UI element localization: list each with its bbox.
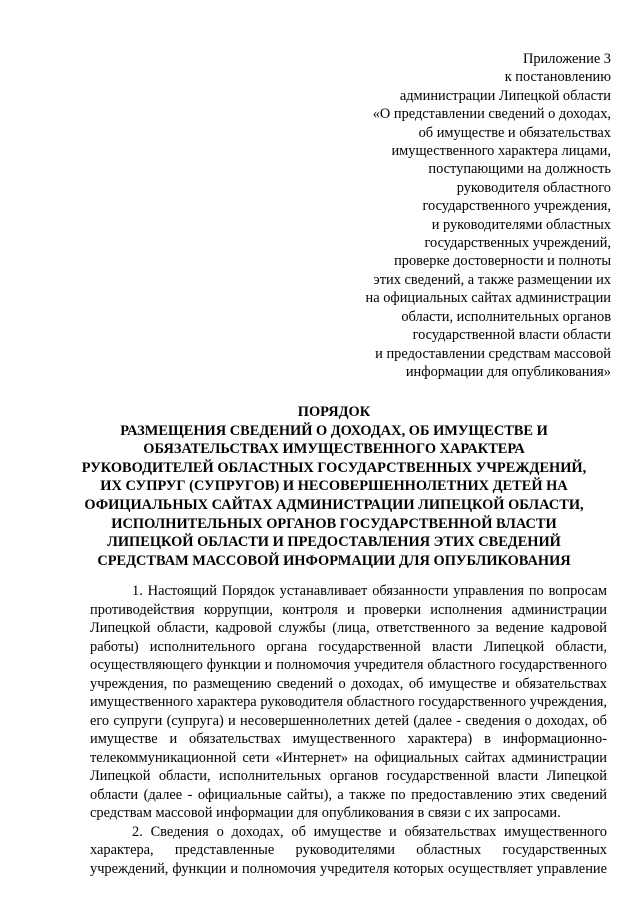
appendix-header	[291, 50, 611, 381]
appendix-line: руководителя областного	[456, 179, 611, 196]
paragraph-1-line: Липецкой области, исполнительных органов государственной власти Липецкой	[90, 768, 607, 784]
paragraph-2-line: характера, представленные руководителями областных государственных	[90, 842, 607, 858]
paragraph-1-line: осуществляющего функции и полномочия учредителя областного государственного	[90, 657, 607, 673]
paragraph-1-line: телекоммуникационной сети «Интернет» на официальных сайтах администрации	[90, 749, 607, 766]
appendix-line: и руководителями областных	[431, 216, 611, 233]
appendix-line: «О представлении сведений о доходах,	[372, 106, 611, 123]
appendix-line: государственных учреждений,	[424, 235, 611, 252]
title-line: ЛИПЕЦКОЙ ОБЛАСТИ И ПРЕДОСТАВЛЕНИЯ ЭТИХ СВЕДЕНИЙ	[107, 534, 561, 551]
title-line: ИСПОЛНИТЕЛЬНЫХ ОРГАНОВ ГОСУДАРСТВЕННОЙ ВЛАСТИ	[111, 515, 557, 532]
appendix-line: и предоставлении средствам массовой	[375, 345, 611, 362]
paragraph-1-line: имуществе и обязательствах имущественного характера) в информационно-	[90, 731, 607, 747]
paragraph-1-line: противодействия коррупции, контроля и проверки исполнения администрации	[90, 601, 607, 618]
appendix-line: области, исполнительных органов	[401, 308, 611, 325]
paragraph-1-line: 1. Настоящий Порядок устанавливает обязанности управления по вопросам	[132, 583, 607, 599]
appendix-line: информации для опубликования»	[405, 363, 611, 380]
appendix-line: на официальных сайтах администрации	[365, 290, 611, 307]
appendix-line: администрации Липецкой области	[399, 87, 611, 104]
appendix-line: этих сведений, а также размещении их	[373, 271, 611, 288]
title-line: РУКОВОДИТЕЛЕЙ ОБЛАСТНЫХ ГОСУДАРСТВЕННЫХ УЧРЕЖДЕНИЙ,	[81, 459, 587, 476]
appendix-line: Приложение 3	[522, 51, 611, 67]
paragraph-1-line: имущественного характера руководителя областного государственного учреждения,	[90, 694, 607, 710]
appendix-line: государственной власти области	[412, 327, 611, 344]
appendix-line: к постановлению	[504, 69, 611, 86]
appendix-line: проверке достоверности и полноты	[394, 253, 611, 270]
title-line: ПОРЯДОК	[297, 404, 371, 420]
document-body	[90, 582, 607, 878]
paragraph-2-line: 2. Сведения о доходах, об имуществе и обязательствах имущественного	[132, 823, 607, 840]
title-line: СРЕДСТВАМ МАССОВОЙ ИНФОРМАЦИИ ДЛЯ ОПУБЛИКОВАНИЯ	[97, 552, 571, 569]
title-line: РАЗМЕЩЕНИЯ СВЕДЕНИЙ О ДОХОДАХ, ОБ ИМУЩЕСТВЕ И	[120, 422, 548, 439]
title-line: ОФИЦИАЛЬНЫХ САЙТАХ АДМИНИСТРАЦИИ ЛИПЕЦКОЙ ОБЛАСТИ,	[84, 496, 584, 513]
paragraph-2-line: учреждений, функции и полномочия учредителя которых осуществляет управление	[90, 860, 607, 877]
paragraph-1-line: средствам массовой информации для опубликования в связи с их запросами.	[90, 805, 561, 821]
document-title	[60, 403, 608, 570]
paragraph-1-line: области (далее - официальные сайты), а также по предоставлению этих сведений	[90, 786, 607, 803]
paragraph-1-line: учреждения, по размещению сведений о доходах, об имуществе и обязательствах	[90, 675, 607, 692]
appendix-line: имущественного характера лицами,	[391, 143, 611, 160]
appendix-line: государственного учреждения,	[422, 198, 611, 215]
paragraph-1-line: Липецкой области, кадровой службы (лица, ответственного за ведение кадровой	[90, 620, 607, 636]
appendix-line: об имуществе и обязательствах	[418, 124, 611, 141]
paragraph-1-line: его супруги (супруга) и несовершеннолетних детей (далее - сведения о доходах, об	[90, 712, 607, 729]
appendix-line: поступающими на должность	[428, 161, 611, 178]
title-line: ОБЯЗАТЕЛЬСТВАХ ИМУЩЕСТВЕННОГО ХАРАКТЕРА	[143, 441, 525, 458]
title-line: ИХ СУПРУГ (СУПРУГОВ) И НЕСОВЕРШЕННОЛЕТНИХ ДЕТЕЙ НА	[100, 478, 568, 495]
paragraph-1-line: работы) исполнительного органа государственной власти Липецкой области,	[90, 638, 607, 655]
